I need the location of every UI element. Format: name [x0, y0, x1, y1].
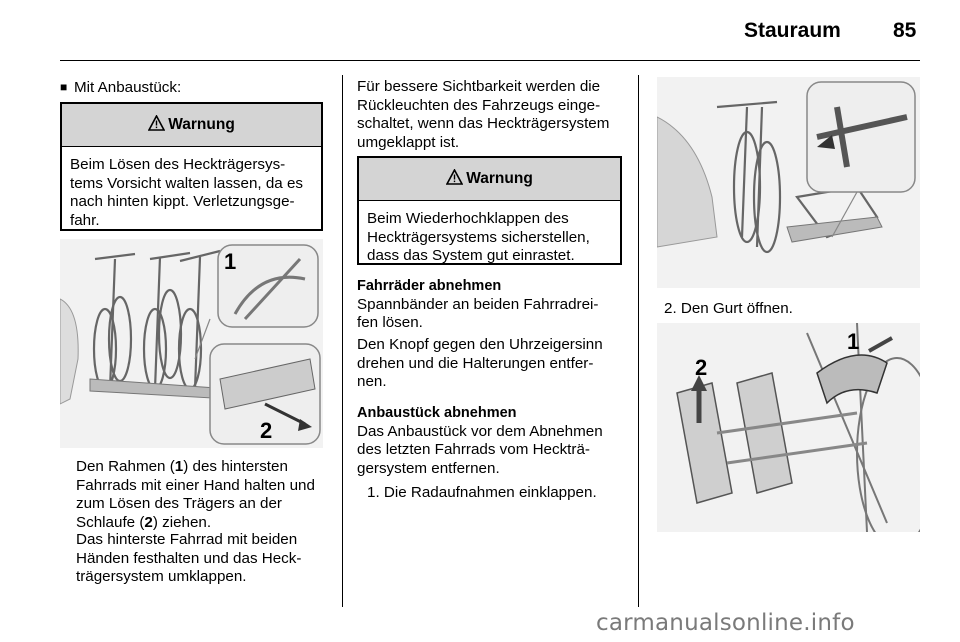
header-rule — [60, 60, 920, 61]
warning-body-2 — [359, 201, 620, 266]
warning1-line: tems Vorsicht walten lassen, da es — [70, 174, 303, 192]
step-1: 1. Die Radaufnahmen einklappen. — [367, 484, 597, 501]
warning2-line: Heckträgersystems sicherstellen, — [367, 228, 590, 246]
para2-line: Das hinterste Fahrrad mit beiden — [76, 531, 298, 548]
paragraph-turn-knob — [357, 336, 629, 392]
warning-box-2 — [357, 156, 622, 265]
knob-line: Den Knopf gegen den Uhrzeigersinn — [357, 336, 603, 353]
intro-line: umgeklappt ist. — [357, 133, 460, 151]
warning1-line: fahr. — [70, 211, 100, 229]
para1-post: ) ziehen. — [152, 513, 212, 531]
warning-heading-text-2: Warnung — [466, 170, 533, 187]
warning-triangle-icon — [446, 169, 463, 190]
paragraph-fold-system — [76, 531, 328, 587]
intro-line: Rückleuchten des Fahrzeugs einge- — [357, 96, 601, 114]
section-remove-attachment — [357, 404, 629, 478]
column-divider-right — [638, 75, 639, 607]
warning-heading-text-1: Warnung — [168, 116, 235, 133]
section2-line: des letzten Fahrrads vom Heckträ- — [357, 441, 590, 459]
section-heading-remove-bikes: Fahrräder abnehmen — [357, 278, 502, 294]
knob-line: drehen und die Halterungen entfer- — [357, 354, 594, 372]
warning-body-1 — [62, 147, 321, 230]
figure3-callout-1: 1 — [847, 329, 860, 354]
figure1-callout-1: 1 — [224, 249, 237, 274]
paragraph-visibility — [357, 78, 629, 152]
para2-line: trägersystem umklappen. — [76, 568, 247, 586]
wheel-holder-illustration — [657, 323, 920, 532]
section2-line: Das Anbaustück vor dem Abnehmen — [357, 422, 603, 440]
figure3-callout-2: 2 — [695, 355, 708, 380]
section-remove-bikes — [357, 277, 629, 333]
bike-carrier-illustration-1 — [60, 239, 323, 448]
page-number: 85 — [893, 19, 917, 42]
bullet-text: Mit Anbaustück: — [74, 79, 182, 96]
warning2-line: dass das System gut einrastet. — [367, 247, 575, 265]
bullet-square-icon: ■ — [60, 80, 68, 94]
watermark: carmanualsonline.info — [596, 610, 855, 636]
figure1-callout-2: 2 — [260, 418, 273, 443]
warning2-line: Beim Wiederhochklappen des — [367, 210, 569, 227]
warning-heading-2 — [359, 158, 620, 201]
section-heading-remove-attachment: Anbaustück abnehmen — [357, 405, 517, 421]
intro-line: Für bessere Sichtbarkeit werden die — [357, 78, 601, 95]
knob-line: nen. — [357, 373, 387, 391]
section1-line: Spannbänder an beiden Fahrradrei- — [357, 295, 599, 313]
para1-mid: ) des hintersten Fahrrads mit einer Hand halten und zum Lösen des Trägers an der Schlaufe ( — [76, 458, 315, 531]
page-title: Stauraum — [744, 19, 841, 42]
para1-ref-1: 1 — [174, 458, 184, 475]
para1-pre: Den Rahmen ( — [76, 458, 175, 475]
warning-box-1 — [60, 102, 323, 231]
para1-ref-2: 2 — [144, 513, 153, 531]
bullet-item — [60, 78, 181, 98]
intro-line: schaltet, wenn das Heckträgersystem — [357, 115, 610, 133]
section2-line: gersystem entfernen. — [357, 459, 500, 477]
section1-line: fen lösen. — [357, 314, 423, 332]
warning-triangle-icon — [148, 115, 165, 136]
bike-carrier-illustration-2 — [657, 77, 920, 288]
warning-heading-1 — [62, 104, 321, 147]
paragraph-release-frame — [76, 458, 328, 532]
step-2: 2. Den Gurt öffnen. — [664, 300, 793, 317]
warning1-line: Beim Lösen des Heckträgersys- — [70, 156, 286, 173]
para2-line: Händen festhalten und das Heck- — [76, 549, 302, 567]
warning1-line: nach hinten kippt. Verletzungsge- — [70, 193, 295, 211]
column-divider-left — [342, 75, 343, 607]
